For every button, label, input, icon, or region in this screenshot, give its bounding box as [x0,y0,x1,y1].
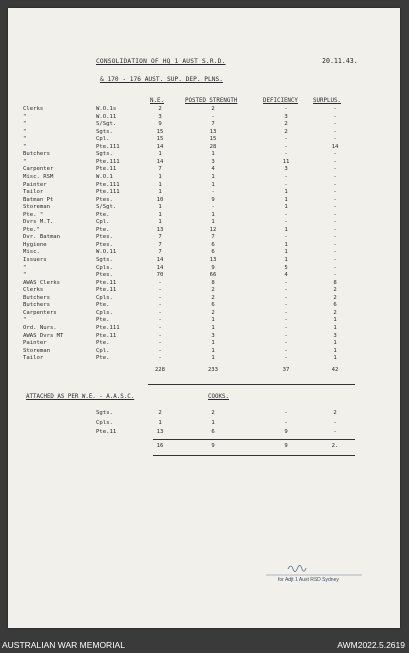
row-ne: 70 [156,272,164,279]
row-ne: 1 [158,219,162,226]
row-rank: Pte.111 [96,189,120,196]
row-surplus: - [333,113,337,120]
row-deficiency: - [284,294,288,301]
totals-row [8,366,400,374]
row-rank: Pte.111 [96,324,120,331]
row-surplus: 8 [333,279,337,286]
row-ne: 14 [156,158,164,165]
row-ne: - [158,332,162,339]
row-rank: Pte.11 [96,332,117,339]
row-label: Misc. RSM [23,173,54,180]
row-ne: - [158,324,162,331]
row-deficiency: 2 [284,128,288,135]
row-rank: Pte.11 [96,287,117,294]
row-label: Dvr. Batman [23,234,61,241]
row-posted-strength: 1 [211,181,215,188]
row-ne: 14 [156,143,164,150]
row-surplus: 2 [333,294,337,301]
row-rank: Pte. [96,211,110,218]
row-ne: 14 [156,264,164,271]
attached-surplus: 2 [333,410,337,416]
row-posted-strength: - [211,204,215,211]
totals-rule [148,384,355,385]
row-posted-strength: 6 [211,302,215,309]
row-rank: Sgts. [96,128,113,135]
header-deficiency: DEFICIENCY [263,98,298,104]
row-deficiency: - [284,234,288,241]
row-rank: Pte. [96,226,110,233]
row-deficiency: 11 [282,158,290,165]
row-posted-strength: 9 [211,196,215,203]
row-surplus: 14 [331,143,339,150]
row-deficiency: - [284,287,288,294]
row-ne: 2 [158,106,162,112]
row-posted-strength: 1 [211,173,215,180]
row-surplus: - [333,204,337,211]
row-label: Misc. [23,249,40,256]
row-surplus: - [333,173,337,180]
total-ne: 228 [154,367,166,373]
row-ne: 1 [158,151,162,158]
attached-rank: Sgts. [96,410,113,416]
row-ne: - [158,287,162,294]
row-surplus: 1 [333,355,337,362]
row-posted-strength: 9 [211,264,215,271]
row-deficiency: 1 [284,196,288,203]
row-label: " [23,272,27,279]
row-deficiency: 1 [284,226,288,233]
row-rank: Pte. [96,317,110,324]
row-rank: W.O.11 [96,249,117,256]
row-label: " [23,128,27,135]
row-posted-strength: 1 [211,347,215,354]
row-rank: Cpl. [96,347,110,354]
row-ne: 13 [156,226,164,233]
row-surplus: 3 [333,332,337,339]
row-posted-strength: 4 [211,166,215,173]
row-rank: Cpls. [96,309,113,316]
row-deficiency: - [284,279,288,286]
attached-deficiency: 9 [284,429,288,435]
row-ne: 14 [156,257,164,263]
row-posted-strength: 2 [211,294,215,301]
row-rank: Cpls. [96,264,113,271]
row-deficiency: 1 [284,189,288,196]
row-posted-strength: 1 [211,219,215,226]
row-ne: 7 [158,234,162,241]
row-surplus: - [333,196,337,203]
header-surplus: SURPLUS. [313,98,341,104]
footer-bar [0,636,409,653]
row-deficiency: 1 [284,257,288,263]
header-ne: N.E. [150,98,164,104]
row-deficiency: - [284,136,288,143]
att-total-ps: 9 [211,443,215,449]
row-rank: Ptes. [96,196,113,203]
total-sur: 42 [331,367,339,373]
row-rank: Cpls. [96,294,113,301]
total-def: 37 [282,367,290,373]
row-surplus: - [333,234,337,241]
row-ne: - [158,294,162,301]
row-posted-strength: 7 [211,234,215,241]
row-deficiency: - [284,219,288,226]
row-rank: Sgts. [96,151,113,158]
row-posted-strength: 3 [211,158,215,165]
row-label: Storeman [23,347,50,354]
row-label: " [23,121,27,128]
row-label: Butchers [23,151,50,158]
row-surplus: 1 [333,324,337,331]
row-ne: 7 [158,249,162,256]
row-ne: - [158,355,162,362]
row-posted-strength: 2 [211,287,215,294]
row-ne: - [158,279,162,286]
row-label: Carpenters [23,309,57,316]
row-posted-strength: 7 [211,121,215,128]
row-posted-strength: 1 [211,317,215,324]
row-deficiency: - [284,181,288,188]
row-label: Painter [23,181,47,188]
document-date: 20.11.43. [322,57,358,65]
row-surplus: 2 [333,287,337,294]
row-rank: Pte.111 [96,143,120,150]
row-rank: Pte.11 [96,279,117,286]
row-posted-strength: - [211,189,215,196]
row-deficiency: 5 [284,264,288,271]
row-deficiency: 1 [284,249,288,256]
row-rank: Pte. [96,302,110,309]
row-ne: - [158,317,162,324]
stamp-text: for Adjt 1 Aust RSD Sydney [278,577,339,583]
row-ne: - [158,309,162,316]
row-surplus: 1 [333,347,337,354]
total-ps: 233 [207,367,219,373]
document-subtitle: & 170 - 176 AUST. SUP. DEP. PLNS. [100,76,223,83]
row-label: Tailor [23,189,44,196]
row-rank: Pte.111 [96,158,120,165]
attached-deficiency: - [284,419,288,426]
row-deficiency: - [284,355,288,362]
row-rank: Ptes. [96,272,113,279]
row-surplus: - [333,106,337,112]
row-ne: 15 [156,128,164,135]
row-ne: 1 [158,211,162,218]
row-surplus: - [333,181,337,188]
attached-deficiency: - [284,410,288,416]
row-surplus: 2 [333,309,337,316]
row-posted-strength: 1 [211,324,215,331]
attached-title: ATTACHED AS PER W.E. - A.A.S.C. [26,394,135,400]
row-surplus: 1 [333,340,337,347]
attached-rank: Cpls. [96,419,113,426]
row-ne: 15 [156,136,164,143]
att-total-sur: 2. [331,443,339,449]
row-label: " [23,264,27,271]
row-rank: Pte.11 [96,166,117,173]
row-label: Painter [23,340,47,347]
row-surplus: - [333,249,337,256]
row-ne: 9 [158,121,162,128]
footer-institution: AUSTRALIAN WAR MEMORIAL [2,640,125,650]
row-deficiency: - [284,173,288,180]
row-label: " [23,158,27,165]
row-rank: Pte. [96,340,110,347]
header-posted-strength: POSTED STRENGTH [185,98,238,104]
row-ne: 7 [158,241,162,248]
attached-rank: Pte.11 [96,429,117,435]
row-ne: 1 [158,173,162,180]
row-ne: 3 [158,113,162,120]
row-label: AWAS Clerks [23,279,61,286]
row-ne: 1 [158,189,162,196]
attached-rule-bottom [153,455,355,456]
row-ne: 1 [158,181,162,188]
row-posted-strength: 1 [211,151,215,158]
row-deficiency: - [284,106,288,112]
row-posted-strength: 1 [211,340,215,347]
row-ne: 10 [156,196,164,203]
attached-surplus: - [333,419,337,426]
row-surplus: - [333,257,337,263]
attached-rule-top [153,439,355,440]
row-label: Tailor [23,355,44,362]
row-posted-strength: 13 [209,128,217,135]
row-deficiency: - [284,340,288,347]
row-rank: Ptes. [96,234,113,241]
document-title: CONSOLIDATION OF HQ 1 AUST S.R.D. [96,58,226,65]
signature-icon [258,563,368,587]
row-ne: 1 [158,204,162,211]
row-deficiency: 1 [284,204,288,211]
row-ne: - [158,347,162,354]
attached-ne: 13 [156,429,164,435]
row-surplus: - [333,158,337,165]
row-label: Batman Pt [23,196,54,203]
row-posted-strength: 2 [211,309,215,316]
row-ne: - [158,302,162,309]
row-label: AWAS Dvrs MT [23,332,64,339]
row-posted-strength: - [211,113,215,120]
row-deficiency: - [284,324,288,331]
row-label: Pte. " [23,211,44,218]
row-label: Clerks [23,287,44,294]
row-label: Hygiene [23,241,47,248]
row-surplus: - [333,226,337,233]
row-rank: W.O.1s [96,106,117,112]
row-posted-strength: 1 [211,355,215,362]
row-deficiency: 3 [284,166,288,173]
row-surplus: - [333,136,337,143]
table-row [8,354,400,362]
attached-row [8,428,400,436]
row-deficiency: - [284,143,288,150]
row-posted-strength: 66 [209,272,217,279]
row-surplus: 1 [333,317,337,324]
row-rank: Cpl. [96,219,110,226]
row-deficiency: - [284,347,288,354]
row-label: " [23,143,27,150]
row-rank: Ptes. [96,241,113,248]
row-rank: Pte. [96,355,110,362]
row-posted-strength: 12 [209,226,217,233]
row-deficiency: - [284,309,288,316]
row-surplus: 6 [333,302,337,309]
row-rank: W.O.11 [96,113,117,120]
row-deficiency: 2 [284,121,288,128]
attached-surplus: - [333,429,337,435]
att-total-def: 9 [284,443,288,449]
row-rank: S/Sgt. [96,204,117,211]
row-rank: Sgts. [96,257,113,263]
row-surplus: - [333,189,337,196]
attached-row [8,409,400,417]
row-posted-strength: 6 [211,249,215,256]
row-label: " [23,317,27,324]
row-posted-strength: 13 [209,257,217,263]
row-label: Clerks [23,106,44,112]
row-label: Ord. Nurs. [23,324,57,331]
row-label: Storeman [23,204,50,211]
signature-stamp [258,563,368,587]
row-deficiency: - [284,302,288,309]
row-rank: S/Sgt. [96,121,117,128]
row-label: Butchers [23,302,50,309]
row-deficiency: 3 [284,113,288,120]
att-total-ne: 16 [156,443,164,449]
row-surplus: - [333,272,337,279]
attached-posted-strength: 6 [211,429,215,435]
row-rank: Cpl. [96,136,110,143]
row-deficiency: 4 [284,272,288,279]
row-rank: W.O.1 [96,173,113,180]
row-posted-strength: 28 [209,143,217,150]
row-ne: - [158,340,162,347]
row-posted-strength: 15 [209,136,217,143]
row-surplus: - [333,166,337,173]
row-deficiency: 1 [284,241,288,248]
attached-row [8,419,400,427]
row-deficiency: - [284,211,288,218]
attached-ne: 1 [158,419,162,426]
row-surplus: - [333,151,337,158]
row-label: Carpenter [23,166,54,173]
cooks-title: COOKS. [208,394,229,400]
row-posted-strength: 6 [211,241,215,248]
row-surplus: - [333,219,337,226]
row-posted-strength: 1 [211,211,215,218]
row-label: Dvrs M.T. [23,219,54,226]
row-label: " [23,136,27,143]
row-label: Pte." [23,226,40,233]
row-deficiency: - [284,151,288,158]
attached-posted-strength: 2 [211,410,215,416]
row-posted-strength: 3 [211,332,215,339]
row-surplus: - [333,211,337,218]
row-surplus: - [333,121,337,128]
row-label: " [23,113,27,120]
row-surplus: - [333,264,337,271]
row-posted-strength: 2 [211,106,215,112]
row-deficiency: - [284,317,288,324]
row-label: Issuers [23,257,47,263]
row-label: Butchers [23,294,50,301]
footer-accession: AWM2022.5.2619 [337,640,405,650]
row-posted-strength: 8 [211,279,215,286]
row-surplus: - [333,128,337,135]
row-ne: 7 [158,166,162,173]
row-deficiency: - [284,332,288,339]
row-surplus: - [333,241,337,248]
document-page [8,8,400,628]
attached-totals-row [8,442,400,450]
attached-posted-strength: 1 [211,419,215,426]
row-rank: Pte.111 [96,181,120,188]
attached-ne: 2 [158,410,162,416]
